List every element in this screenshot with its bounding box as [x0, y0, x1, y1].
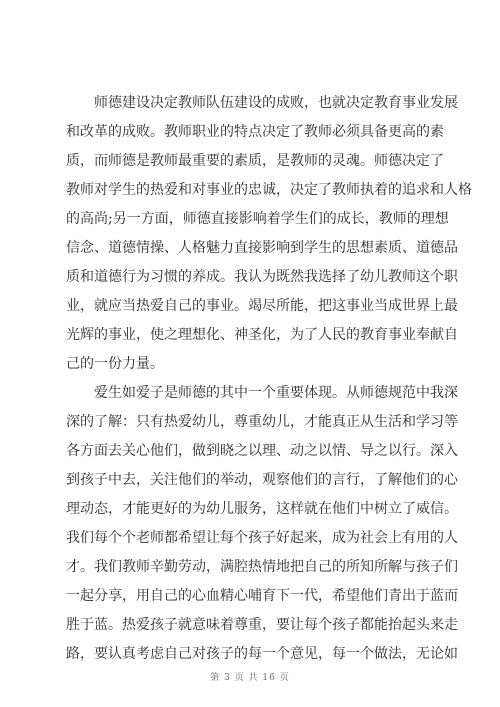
- text-line: 我们每个个老师都希望让每个孩子好起来，成为社会上有用的人: [66, 530, 458, 546]
- text-line: 己的一份力量。: [66, 356, 164, 372]
- text-line: 一起分享，用自己的心血精心哺育下一代，希望他们青出于蓝而: [66, 588, 458, 604]
- text-line: 质，而师德是教师最重要的素质，是教师的灵魂。师德决定了: [66, 153, 444, 169]
- text-line: 爱生如爱子是师德的其中一个重要体现。从师德规范中我深: [66, 385, 458, 401]
- text-line: 师德建设决定教师队伍建设的成败，也就决定教育事业发展: [66, 95, 458, 111]
- text-line: 胜于蓝。热爱孩子就意味着尊重，要让每个孩子都能抬起头来走: [66, 617, 458, 633]
- text-line: 到孩子中去，关注他们的举动，观察他们的言行，了解他们的心: [66, 472, 458, 488]
- text-line: 才。我们教师辛勤劳动，满腔热情地把自己的所知所解与孩子们: [66, 559, 458, 575]
- text-line: 各方面去关心他们，做到晓之以理、动之以情、导之以行。深入: [66, 443, 458, 459]
- text-line: 信念、道德情操、人格魅力直接影响到学生的思想素质、道德品: [66, 240, 458, 256]
- text-line: 光辉的事业，使之理想化、神圣化，为了人民的教育事业奉献自: [66, 327, 458, 343]
- page-number-footer: 第 3 页 共 16 页: [210, 673, 290, 683]
- text-line: 教师对学生的热爱和对事业的忠诚，决定了教师执着的追求和人格: [66, 182, 472, 198]
- text-line: 和改革的成败。教师职业的特点决定了教师必须具备更高的素: [66, 124, 444, 140]
- text-line: 质和道德行为习惯的养成。我认为既然我选择了幼儿教师这个职: [66, 269, 458, 285]
- text-line: 理动态，才能更好的为幼儿服务，这样就在他们中树立了威信。: [66, 501, 458, 517]
- text-line: 的高尚;另一方面，师德直接影响着学生们的成长，教师的理想: [66, 211, 449, 227]
- text-line: 路，要认真考虑自己对孩子的每一个意见，每一个做法，无论如: [66, 646, 458, 662]
- text-line: 业，就应当热爱自己的事业。竭尽所能，把这事业当成世界上最: [66, 298, 458, 314]
- text-line: 深的了解：只有热爱幼儿，尊重幼儿，才能真正从生活和学习等: [66, 414, 458, 430]
